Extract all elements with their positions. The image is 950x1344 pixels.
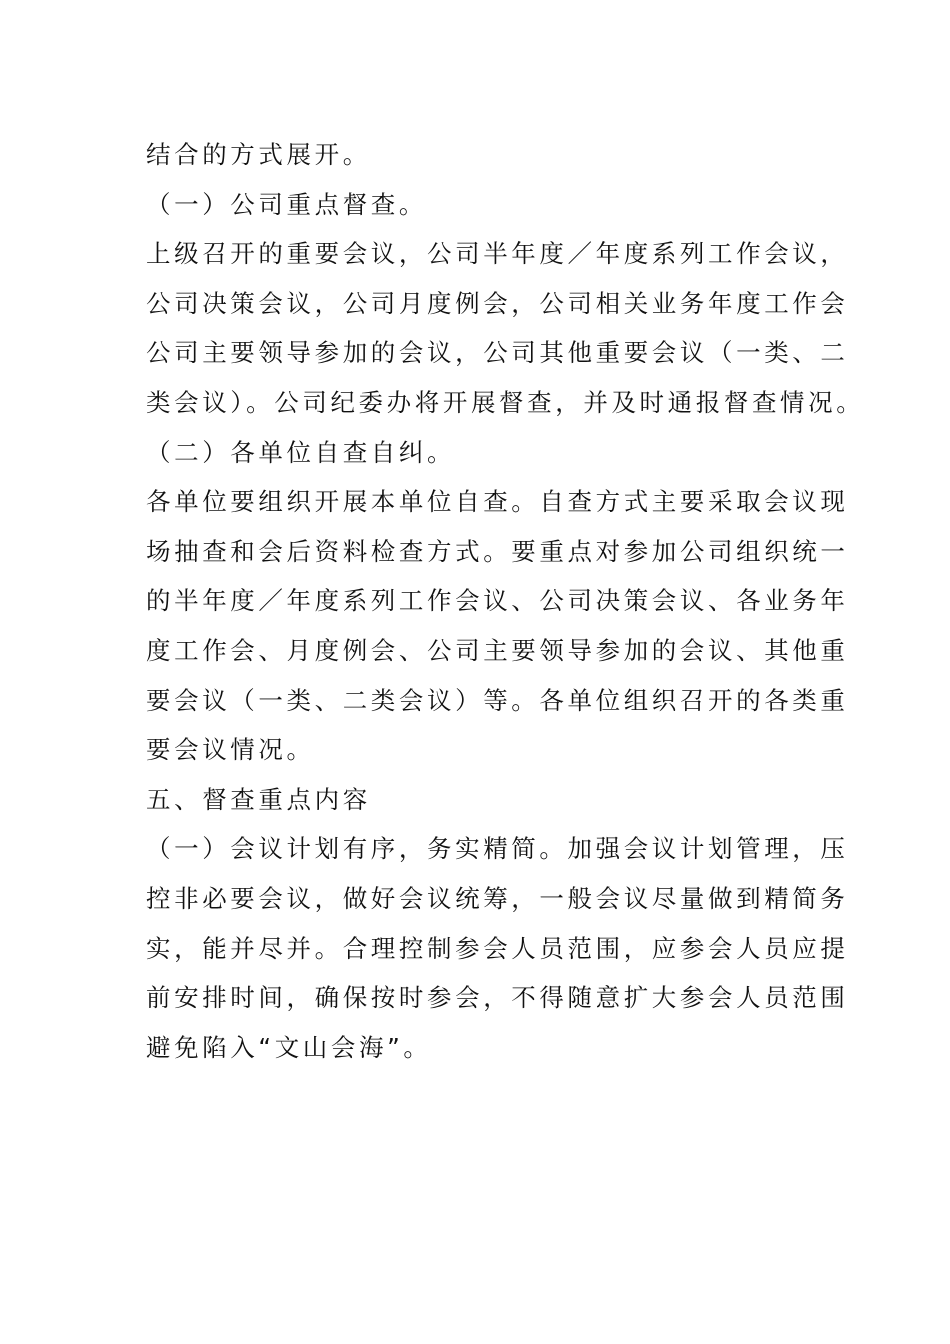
text-line: 实，能并尽并。合理控制参会人员范围，应参会人员应提 bbox=[146, 933, 849, 963]
section-heading: （一）公司重点督查。 bbox=[146, 189, 427, 219]
section-heading: （二）各单位自查自纠。 bbox=[146, 437, 456, 467]
text-line: （一）会议计划有序，务实精简。加强会议计划管理，压 bbox=[146, 834, 849, 864]
document-body bbox=[146, 130, 865, 1072]
text-line: 场抽查和会后资料检查方式。要重点对参加公司组织统一 bbox=[146, 536, 849, 566]
text-line: 公司决策会议，公司月度例会，公司相关业务年度工作会 bbox=[146, 288, 849, 318]
text-line: 公司主要领导参加的会议，公司其他重要会议（一类、二 bbox=[146, 338, 849, 368]
text-line: 前安排时间，确保按时参会，不得随意扩大参会人员范围 bbox=[146, 983, 849, 1013]
section-heading: 五、督查重点内容 bbox=[146, 784, 371, 814]
text-line: 上级召开的重要会议，公司半年度／年度系列工作会议， bbox=[146, 239, 849, 269]
text-line: 避免陷入“文山会海”。 bbox=[146, 1032, 432, 1062]
text-line: 结合的方式展开。 bbox=[146, 140, 371, 169]
text-line: 要会议（一类、二类会议）等。各单位组织召开的各类重 bbox=[146, 685, 849, 715]
text-line: 各单位要组织开展本单位自查。自查方式主要采取会议现 bbox=[146, 487, 849, 517]
text-line: 类会议）。公司纪委办将开展督查，并及时通报督查情况。 bbox=[146, 387, 865, 417]
text-line: 度工作会、月度例会、公司主要领导参加的会议、其他重 bbox=[146, 635, 849, 665]
text-line: 控非必要会议，做好会议统筹，一般会议尽量做到精简务 bbox=[146, 883, 849, 913]
text-line: 要会议情况。 bbox=[146, 735, 315, 765]
text-line: 的半年度／年度系列工作会议、公司决策会议、各业务年 bbox=[146, 586, 849, 616]
